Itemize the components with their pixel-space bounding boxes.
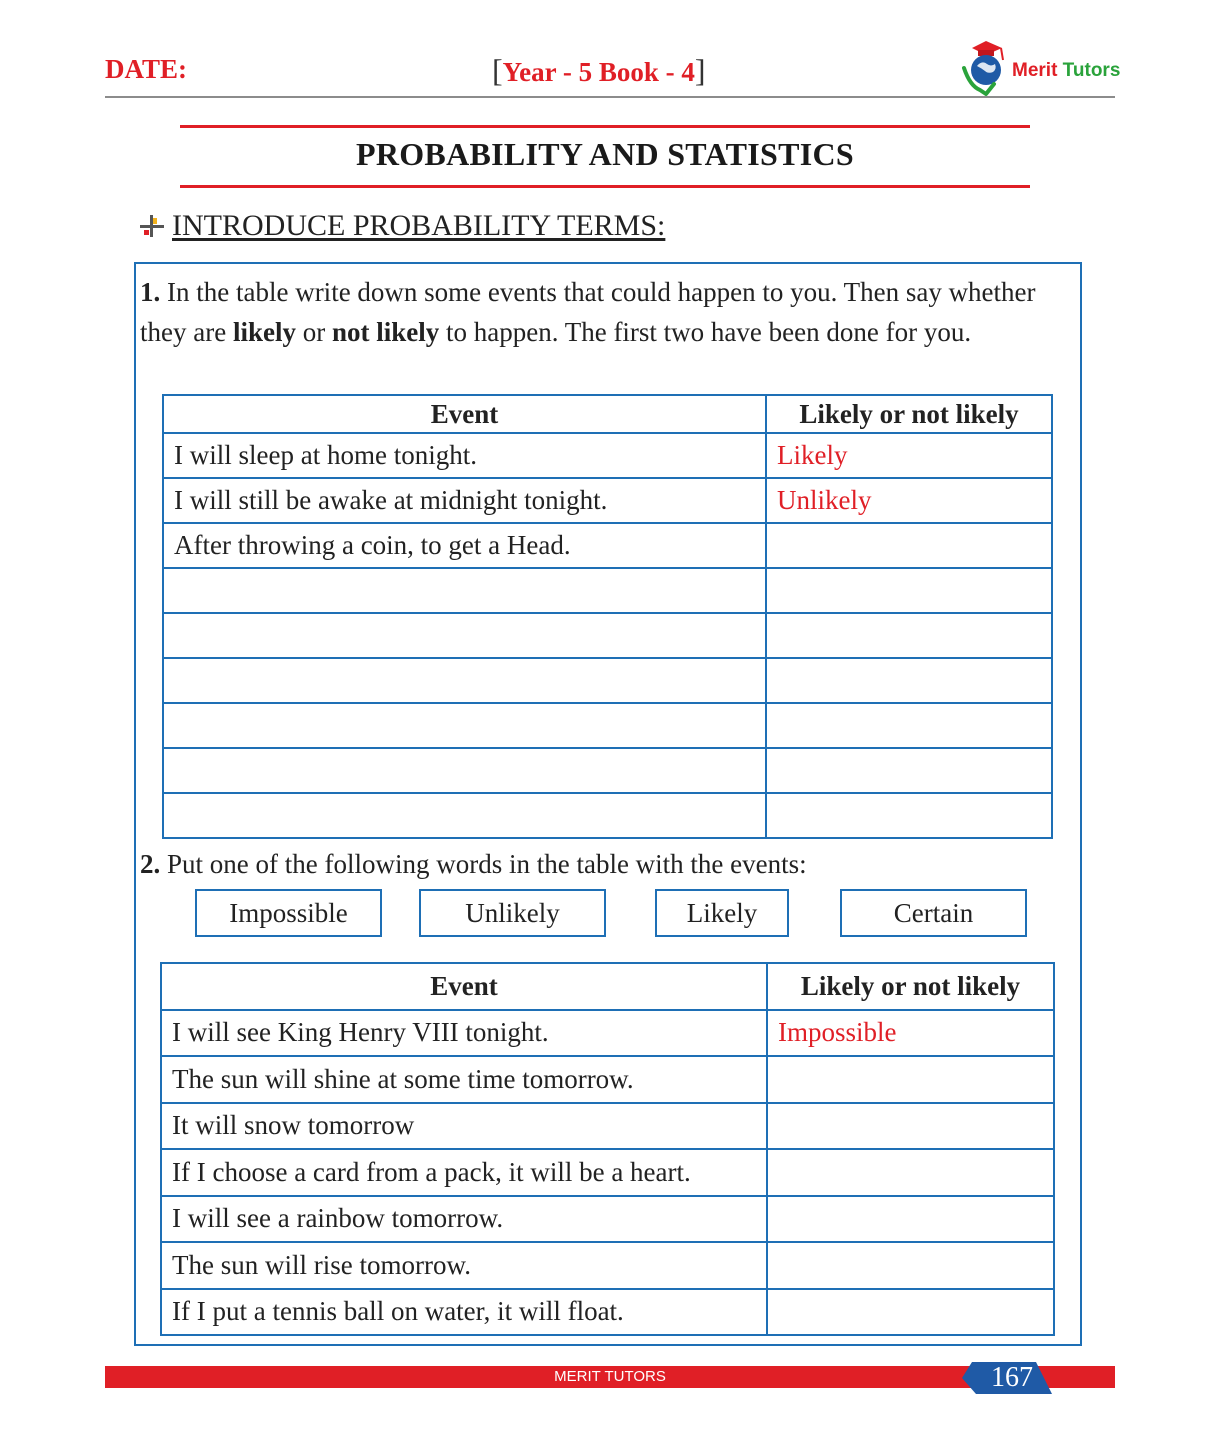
- answer-cell[interactable]: Likely: [766, 433, 1052, 478]
- book-title: Year - 5 Book - 4: [502, 57, 695, 87]
- book-label: [492, 52, 706, 89]
- word-option-impossible: Impossible: [195, 889, 382, 937]
- answer-cell[interactable]: [767, 1289, 1054, 1336]
- answer-cell[interactable]: [766, 523, 1052, 568]
- table-row: [163, 793, 1052, 838]
- word-option-certain: Certain: [840, 889, 1027, 937]
- event-cell: It will snow tomorrow: [161, 1103, 767, 1150]
- bracket-open: [: [492, 52, 503, 88]
- column-header-event: Event: [163, 395, 766, 433]
- table-row: [163, 568, 1052, 613]
- event-cell[interactable]: I will sleep at home tonight.: [163, 433, 766, 478]
- events-table-1: [162, 394, 1053, 839]
- table-row: [161, 1196, 1054, 1243]
- answer-cell[interactable]: [766, 793, 1052, 838]
- event-cell[interactable]: [163, 703, 766, 748]
- column-header-event: Event: [161, 963, 767, 1010]
- table-row: [161, 1149, 1054, 1196]
- column-header-likelihood: Likely or not likely: [767, 963, 1054, 1010]
- title-rule-bottom: [180, 185, 1030, 188]
- table-row: [163, 433, 1052, 478]
- table-row: [163, 613, 1052, 658]
- page-title: PROBABILITY AND STATISTICS: [355, 136, 855, 172]
- table-header-row: [163, 395, 1052, 433]
- question-2: 2. Put one of the following words in the table with the events:: [140, 849, 807, 879]
- answer-cell[interactable]: [766, 748, 1052, 793]
- table-header-row: [161, 963, 1054, 1010]
- date-label: DATE:: [105, 54, 188, 84]
- title-rule-top: [180, 125, 1030, 128]
- events-table-2: [160, 962, 1055, 1336]
- footer-brand: MERIT TUTORS: [554, 1368, 666, 1385]
- event-cell: If I choose a card from a pack, it will be a heart.: [161, 1149, 767, 1196]
- table-row: [163, 703, 1052, 748]
- event-cell[interactable]: [163, 793, 766, 838]
- table-row: [163, 478, 1052, 523]
- graduation-globe-icon: [958, 38, 1014, 98]
- table-row: [161, 1056, 1054, 1103]
- column-header-likelihood: Likely or not likely: [766, 395, 1052, 433]
- answer-cell[interactable]: [766, 658, 1052, 703]
- answer-cell[interactable]: Impossible: [767, 1010, 1054, 1057]
- event-cell: I will see a rainbow tomorrow.: [161, 1196, 767, 1243]
- answer-cell[interactable]: [767, 1056, 1054, 1103]
- event-cell[interactable]: [163, 658, 766, 703]
- header-divider: [105, 96, 1115, 98]
- event-cell: If I put a tennis ball on water, it will float.: [161, 1289, 767, 1336]
- section-heading: INTRODUCE PROBABILITY TERMS:: [172, 209, 666, 242]
- table-row: [161, 1289, 1054, 1336]
- answer-cell[interactable]: [767, 1242, 1054, 1289]
- event-cell: The sun will shine at some time tomorrow.: [161, 1056, 767, 1103]
- answer-cell[interactable]: Unlikely: [766, 478, 1052, 523]
- word-option-unlikely: Unlikely: [419, 889, 606, 937]
- page-number: 167: [991, 1362, 1033, 1393]
- logo-text: Merit Tutors: [1012, 60, 1121, 81]
- event-cell[interactable]: After throwing a coin, to get a Head.: [163, 523, 766, 568]
- event-cell[interactable]: [163, 613, 766, 658]
- table-row: [161, 1103, 1054, 1150]
- answer-cell[interactable]: [767, 1196, 1054, 1243]
- answer-cell[interactable]: [766, 703, 1052, 748]
- bracket-close: ]: [694, 52, 706, 88]
- table-row: [163, 658, 1052, 703]
- plus-bullet-icon: [137, 211, 167, 241]
- event-cell[interactable]: [163, 568, 766, 613]
- event-cell[interactable]: I will still be awake at midnight tonight.: [163, 478, 766, 523]
- table-row: [161, 1010, 1054, 1057]
- event-cell: The sun will rise tomorrow.: [161, 1242, 767, 1289]
- table-row: [163, 523, 1052, 568]
- event-cell[interactable]: [163, 748, 766, 793]
- answer-cell[interactable]: [767, 1149, 1054, 1196]
- answer-cell[interactable]: [766, 568, 1052, 613]
- table-row: [163, 748, 1052, 793]
- question-1: 1. In the table write down some events that could happen to you. Then say whether they are likely or not likely to happen. The first two have been done for you.: [140, 277, 1036, 347]
- table-row: [161, 1242, 1054, 1289]
- answer-cell[interactable]: [767, 1103, 1054, 1150]
- word-option-likely: Likely: [655, 889, 789, 937]
- answer-cell[interactable]: [766, 613, 1052, 658]
- merit-tutors-logo: [958, 38, 1121, 98]
- event-cell: I will see King Henry VIII tonight.: [161, 1010, 767, 1057]
